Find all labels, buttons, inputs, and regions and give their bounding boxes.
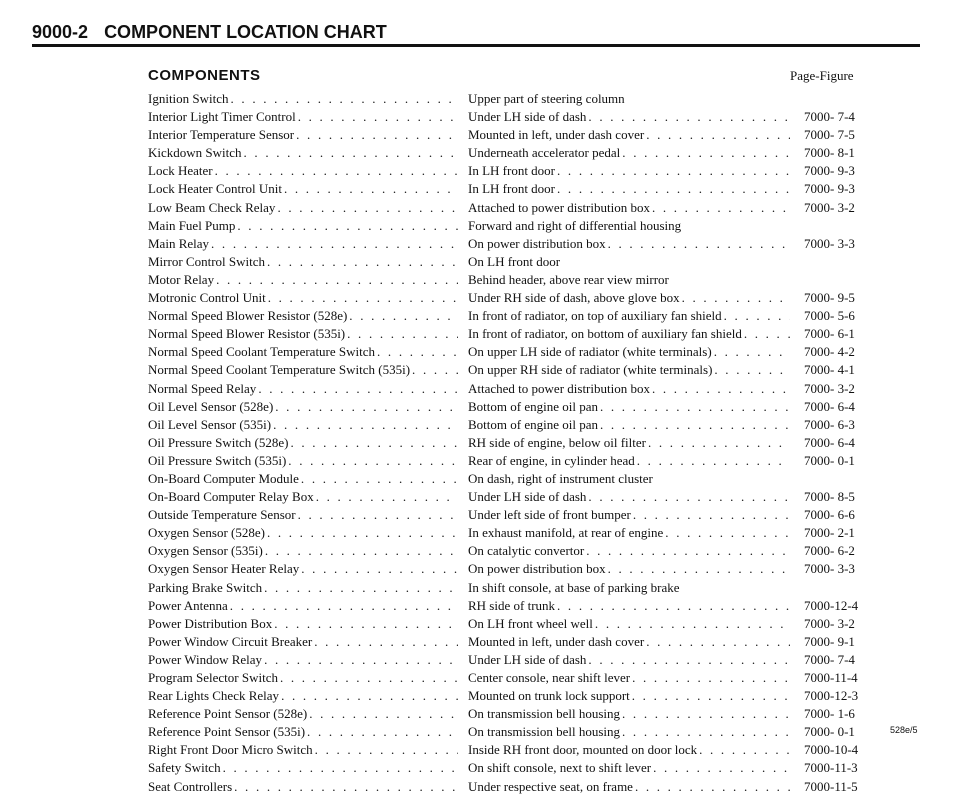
component-name: Interior Light Timer Control	[148, 109, 296, 125]
page-figure-ref: 7000-12-3	[804, 688, 859, 704]
location-cell	[468, 254, 790, 270]
location-text: Under LH side of dash	[468, 489, 587, 505]
component-name: Oil Level Sensor (535i)	[148, 416, 272, 432]
page-figure-ref: 7000- 6-2	[804, 543, 855, 559]
component-cell	[148, 779, 458, 795]
component-name: Low Beam Check Relay	[148, 199, 276, 215]
footer-code: 528e/5	[890, 725, 918, 735]
dot-leader	[608, 236, 790, 252]
location-cell	[468, 779, 790, 795]
location-cell	[468, 543, 790, 559]
dot-leader	[277, 200, 458, 216]
dot-leader	[665, 525, 790, 541]
component-name: Reference Point Sensor (528e)	[148, 706, 308, 722]
component-name: Oxygen Sensor (535i)	[148, 543, 263, 559]
component-name: Rear Lights Check Relay	[148, 688, 280, 704]
component-cell	[148, 688, 458, 704]
component-name: Power Window Relay	[148, 651, 263, 667]
dot-leader	[267, 254, 458, 270]
dot-leader	[280, 670, 458, 686]
component-cell	[148, 760, 458, 776]
page-figure-ref: 7000-11-3	[804, 760, 858, 776]
page-figure-ref: 7000- 3-3	[804, 561, 855, 577]
component-name: Normal Speed Relay	[148, 380, 257, 396]
page-figure-ref: 7000- 7-4	[804, 109, 855, 125]
location-text: On LH front door	[468, 253, 561, 269]
dot-leader	[290, 435, 458, 451]
dot-leader	[588, 109, 790, 125]
component-cell	[148, 381, 458, 397]
page-figure-ref: 7000- 6-4	[804, 434, 855, 450]
dot-leader	[646, 634, 790, 650]
dot-leader	[284, 181, 458, 197]
component-cell	[148, 507, 458, 523]
location-cell	[468, 308, 790, 324]
components-heading: COMPONENTS	[148, 67, 261, 84]
dot-leader	[309, 706, 458, 722]
location-cell	[468, 760, 790, 776]
page-figure-ref: 7000- 6-1	[804, 326, 855, 342]
location-text: On upper LH side of radiator (white terminals)	[468, 344, 712, 360]
component-name: Normal Speed Coolant Temperature Switch	[148, 344, 376, 360]
component-cell	[148, 670, 458, 686]
dot-leader	[652, 200, 790, 216]
dot-leader	[600, 399, 790, 415]
dot-leader	[301, 471, 458, 487]
location-cell	[468, 652, 790, 668]
dot-leader	[211, 236, 458, 252]
page-figure-ref: 7000- 7-5	[804, 127, 855, 143]
location-cell	[468, 471, 790, 487]
component-cell	[148, 634, 458, 650]
page-figure-ref: 7000- 3-2	[804, 615, 855, 631]
location-text: Under left side of front bumper	[468, 507, 631, 523]
location-text: On power distribution box	[468, 561, 606, 577]
page-figure-ref: 7000- 6-3	[804, 416, 855, 432]
dot-leader	[347, 326, 458, 342]
dot-leader	[281, 688, 458, 704]
location-cell	[468, 362, 790, 378]
component-cell	[148, 471, 458, 487]
component-name: Lock Heater	[148, 163, 213, 179]
location-text: Under RH side of dash, above glove box	[468, 290, 680, 306]
location-cell	[468, 688, 790, 704]
dot-leader	[646, 127, 790, 143]
component-name: Kickdown Switch	[148, 145, 242, 161]
component-cell	[148, 543, 458, 559]
location-text: On dash, right of instrument cluster	[468, 470, 653, 486]
location-cell	[468, 91, 790, 107]
location-text: In exhaust manifold, at rear of engine	[468, 525, 664, 541]
component-cell	[148, 561, 458, 577]
dot-leader	[652, 381, 790, 397]
location-text: Attached to power distribution box	[468, 380, 650, 396]
component-name: Normal Speed Blower Resistor (528e)	[148, 308, 348, 324]
page-figure-ref: 7000- 4-1	[804, 362, 855, 378]
page-figure-ref: 7000- 8-1	[804, 145, 855, 161]
dot-leader	[231, 91, 458, 107]
component-name: Ignition Switch	[148, 91, 229, 106]
location-text: Mounted in left, under dash cover	[468, 127, 645, 143]
component-cell	[148, 200, 458, 216]
page-figure-ref: 7000- 8-5	[804, 489, 855, 505]
dot-leader	[296, 127, 458, 143]
location-text: Behind header, above rear view mirror	[468, 271, 669, 287]
location-cell	[468, 290, 790, 306]
section-number: 9000-2	[32, 22, 89, 42]
location-cell	[468, 326, 790, 342]
dot-leader	[314, 634, 458, 650]
dot-leader	[223, 760, 458, 776]
dot-leader	[315, 742, 458, 758]
location-text: In front of radiator, on top of auxiliary fan shield	[468, 308, 722, 324]
dot-leader	[744, 326, 790, 342]
location-text: Mounted in left, under dash cover	[468, 633, 645, 649]
dot-leader	[274, 616, 458, 632]
dot-leader	[714, 362, 790, 378]
page-figure-ref: 7000- 3-2	[804, 199, 855, 215]
location-cell	[468, 181, 790, 197]
component-cell	[148, 598, 458, 614]
location-text: Mounted on trunk lock support	[468, 688, 630, 704]
component-cell	[148, 362, 458, 378]
location-text: RH side of trunk	[468, 597, 556, 613]
dot-leader	[714, 344, 790, 360]
dot-leader	[215, 163, 458, 179]
component-name: Power Distribution Box	[148, 615, 273, 631]
location-cell	[468, 381, 790, 397]
component-cell	[148, 181, 458, 197]
component-name: Parking Brake Switch	[148, 579, 263, 595]
component-cell	[148, 344, 458, 360]
page-figure-ref: 7000-12-4	[804, 597, 859, 613]
component-cell	[148, 742, 458, 758]
component-name: Oxygen Sensor (528e)	[148, 525, 265, 541]
page-figure-ref: 7000- 0-1	[804, 452, 855, 468]
location-cell	[468, 724, 790, 740]
component-cell	[148, 145, 458, 161]
dot-leader	[265, 543, 458, 559]
location-cell	[468, 634, 790, 650]
dot-leader	[588, 489, 790, 505]
component-name: Oil Level Sensor (528e)	[148, 398, 274, 414]
location-cell	[468, 109, 790, 125]
dot-leader	[635, 779, 790, 795]
location-text: Attached to power distribution box	[468, 199, 650, 215]
location-cell	[468, 417, 790, 433]
component-cell	[148, 417, 458, 433]
dot-leader	[595, 616, 790, 632]
component-name: Reference Point Sensor (535i)	[148, 724, 306, 740]
component-name: Oxygen Sensor Heater Relay	[148, 561, 300, 577]
location-text: RH side of engine, below oil filter	[468, 434, 646, 450]
dot-leader	[307, 724, 458, 740]
dot-leader	[234, 779, 458, 795]
dot-leader	[267, 525, 458, 541]
dot-leader	[653, 760, 790, 776]
location-cell	[468, 598, 790, 614]
location-cell	[468, 236, 790, 252]
component-name: Oil Pressure Switch (535i)	[148, 452, 287, 468]
page-figure-ref: 7000- 9-3	[804, 163, 855, 179]
component-cell	[148, 652, 458, 668]
location-text: On upper RH side of radiator (white terminals)	[468, 362, 713, 378]
component-cell	[148, 326, 458, 342]
dot-leader	[412, 362, 458, 378]
dot-leader	[237, 218, 458, 234]
page-figure-ref: 7000- 9-5	[804, 290, 855, 306]
dot-leader	[622, 724, 790, 740]
component-cell	[148, 127, 458, 143]
component-cell	[148, 254, 458, 270]
location-text: In LH front door	[468, 181, 556, 197]
dot-leader	[557, 163, 790, 179]
dot-leader	[349, 308, 458, 324]
dot-leader	[600, 417, 790, 433]
location-text: Rear of engine, in cylinder head	[468, 452, 635, 468]
component-name: Lock Heater Control Unit	[148, 181, 282, 197]
location-text: On power distribution box	[468, 235, 606, 251]
location-text: Underneath accelerator pedal	[468, 145, 621, 161]
component-name: Outside Temperature Sensor	[148, 507, 296, 523]
component-name: Interior Temperature Sensor	[148, 127, 295, 143]
location-cell	[468, 489, 790, 505]
page-figure-ref: 7000- 1-6	[804, 706, 855, 722]
dot-leader	[316, 489, 458, 505]
location-cell	[468, 435, 790, 451]
component-cell	[148, 706, 458, 722]
dot-leader	[622, 145, 790, 161]
dot-leader	[298, 109, 458, 125]
dot-leader	[273, 417, 458, 433]
location-cell	[468, 670, 790, 686]
component-cell	[148, 290, 458, 306]
dot-leader	[264, 580, 458, 596]
location-cell	[468, 272, 790, 288]
dot-leader	[648, 435, 790, 451]
location-text: On shift console, next to shift lever	[468, 760, 652, 776]
component-name: Seat Controllers	[148, 778, 233, 794]
page-figure-heading: Page-Figure	[790, 68, 854, 83]
location-cell	[468, 742, 790, 758]
location-text: Bottom of engine oil pan	[468, 416, 598, 432]
dot-leader	[557, 181, 790, 197]
dot-leader	[633, 507, 790, 523]
component-cell	[148, 91, 458, 107]
dot-leader	[301, 561, 458, 577]
component-name: Main Relay	[148, 235, 210, 251]
component-name: Normal Speed Blower Resistor (535i)	[148, 326, 346, 342]
page-figure-ref: 7000- 6-6	[804, 507, 855, 523]
component-name: Power Antenna	[148, 597, 228, 613]
component-cell	[148, 453, 458, 469]
location-cell	[468, 616, 790, 632]
component-cell	[148, 525, 458, 541]
dot-leader	[699, 742, 790, 758]
dot-leader	[244, 145, 458, 161]
location-cell	[468, 561, 790, 577]
component-cell	[148, 236, 458, 252]
dot-leader	[288, 453, 458, 469]
component-cell	[148, 308, 458, 324]
component-name: Mirror Control Switch	[148, 253, 265, 269]
dot-leader	[682, 290, 790, 306]
page-figure-ref: 7000- 0-1	[804, 724, 855, 740]
page-figure-ref: 7000- 3-2	[804, 380, 855, 396]
location-text: Center console, near shift lever	[468, 670, 631, 685]
location-cell	[468, 163, 790, 179]
page-figure-ref: 7000- 3-3	[804, 235, 855, 251]
page-figure-ref: 7000-10-4	[804, 742, 859, 758]
page-figure-ref: 7000-11-4	[804, 670, 858, 685]
dot-leader	[637, 453, 790, 469]
component-name: On-Board Computer Relay Box	[148, 489, 314, 505]
location-cell	[468, 127, 790, 143]
location-text: Under LH side of dash	[468, 109, 587, 125]
dot-leader	[377, 344, 458, 360]
component-cell	[148, 580, 458, 596]
dot-leader	[586, 543, 790, 559]
location-cell	[468, 399, 790, 415]
location-text: Upper part of steering column	[468, 91, 625, 106]
dot-leader	[268, 290, 458, 306]
dot-leader	[588, 652, 790, 668]
page-figure-ref: 7000- 2-1	[804, 525, 855, 541]
dot-leader	[622, 706, 790, 722]
location-text: Under LH side of dash	[468, 651, 587, 667]
dot-leader	[608, 561, 790, 577]
page-figure-ref: 7000- 4-2	[804, 344, 855, 360]
page-figure-ref: 7000-11-5	[804, 778, 858, 794]
location-text: In shift console, at base of parking brake	[468, 579, 680, 595]
component-name: Motor Relay	[148, 271, 215, 287]
page-figure-ref: 7000- 9-3	[804, 181, 855, 197]
component-cell	[148, 163, 458, 179]
dot-leader	[275, 399, 458, 415]
component-name: Safety Switch	[148, 760, 221, 776]
dot-leader	[298, 507, 458, 523]
component-name: Main Fuel Pump	[148, 217, 236, 233]
dot-leader	[557, 598, 790, 614]
component-cell	[148, 399, 458, 415]
dot-leader	[216, 272, 458, 288]
component-name: Power Window Circuit Breaker	[148, 633, 313, 649]
page-header	[32, 22, 920, 47]
component-cell	[148, 218, 458, 234]
location-cell	[468, 200, 790, 216]
location-text: Inside RH front door, mounted on door lock	[468, 742, 698, 758]
location-cell	[468, 507, 790, 523]
dot-leader	[632, 670, 790, 686]
location-cell	[468, 145, 790, 161]
component-cell	[148, 489, 458, 505]
page-figure-ref: 7000- 6-4	[804, 398, 855, 414]
component-cell	[148, 109, 458, 125]
dot-leader	[230, 598, 458, 614]
location-text: Forward and right of differential housing	[468, 217, 682, 233]
dot-leader	[632, 688, 790, 704]
location-cell	[468, 218, 790, 234]
component-name: Program Selector Switch	[148, 670, 278, 685]
location-cell	[468, 453, 790, 469]
page-figure-ref: 7000- 7-4	[804, 651, 855, 667]
location-text: On transmission bell housing	[468, 724, 621, 740]
location-text: In LH front door	[468, 163, 556, 179]
component-name: Motronic Control Unit	[148, 290, 266, 306]
component-name: Normal Speed Coolant Temperature Switch (535i)	[148, 362, 411, 378]
component-name: Right Front Door Micro Switch	[148, 742, 313, 758]
component-name: Oil Pressure Switch (528e)	[148, 434, 289, 450]
location-text: On catalytic convertor	[468, 543, 585, 559]
component-cell	[148, 724, 458, 740]
component-cell	[148, 435, 458, 451]
location-text: Under respective seat, on frame	[468, 778, 633, 794]
page-title: COMPONENT LOCATION CHART	[104, 22, 387, 42]
location-text: On transmission bell housing	[468, 706, 621, 722]
page-figure-ref: 7000- 9-1	[804, 633, 855, 649]
dot-leader	[724, 308, 790, 324]
location-cell	[468, 706, 790, 722]
location-text: In front of radiator, on bottom of auxiliary fan shield	[468, 326, 742, 342]
location-cell	[468, 525, 790, 541]
component-cell	[148, 616, 458, 632]
page-figure-ref: 7000- 5-6	[804, 308, 855, 324]
component-cell	[148, 272, 458, 288]
location-cell	[468, 344, 790, 360]
location-text: On LH front wheel well	[468, 615, 593, 631]
dot-leader	[258, 381, 458, 397]
location-cell	[468, 580, 790, 596]
location-text: Bottom of engine oil pan	[468, 398, 598, 414]
dot-leader	[264, 652, 458, 668]
component-name: On-Board Computer Module	[148, 470, 299, 486]
